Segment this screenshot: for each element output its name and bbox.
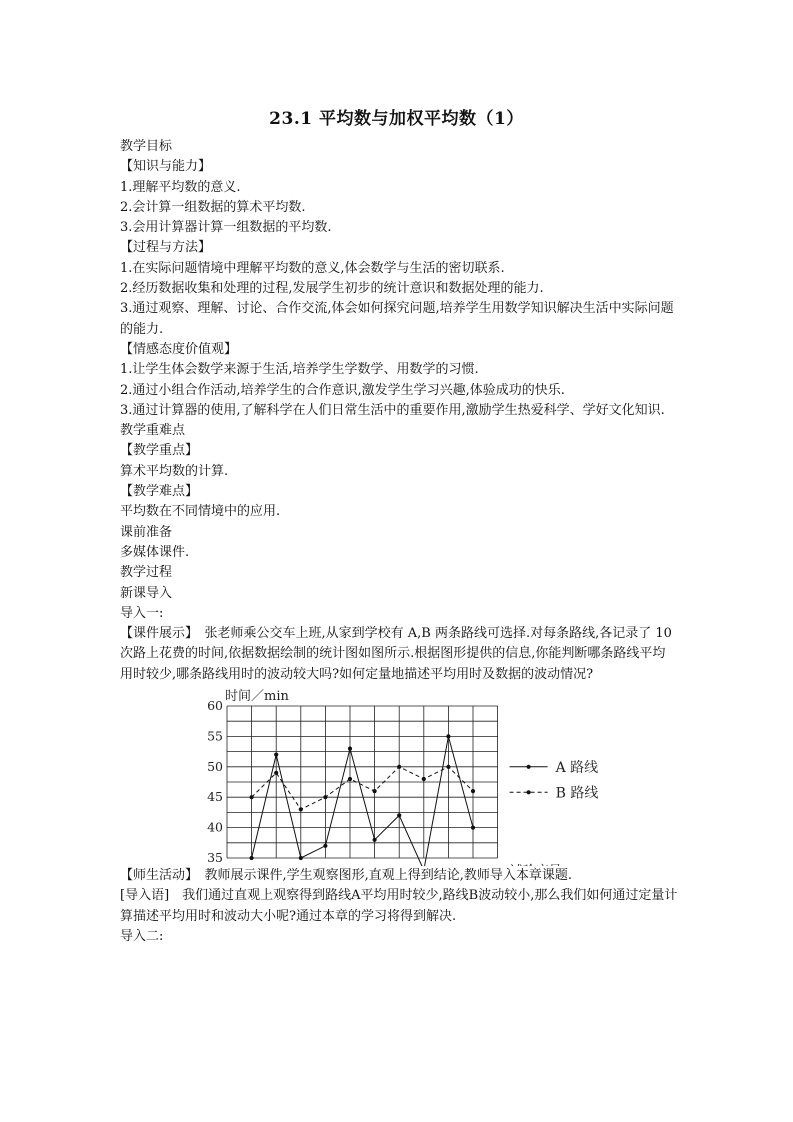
data-point-b xyxy=(274,771,278,775)
legend-label-b: B 路线 xyxy=(555,785,599,802)
data-point-a xyxy=(397,813,401,817)
data-point-b xyxy=(446,765,450,769)
subheading-process: 【过程与方法】 xyxy=(120,240,212,256)
text-line: 2.通过小组合作活动,培养学生的合作意识,激发学生学习兴趣,体验成功的快乐. xyxy=(120,382,565,398)
x-tick-label xyxy=(444,863,452,866)
y-tick-label: 55 xyxy=(207,728,223,744)
legend-marker-b xyxy=(527,790,531,794)
heading-new-lesson: 新课导入 xyxy=(120,585,173,601)
text-teacher-student-activity: 【师生活动】 教师展示课件,学生观察图形,直观上得到结论,教师导入本章课题. xyxy=(120,868,573,884)
series-line-a xyxy=(252,736,473,866)
heading-intro-two: 导入二: xyxy=(120,928,164,944)
heading-key-points: 教学重难点 xyxy=(120,423,186,439)
document-title: 23.1 平均数与加权平均数（1） xyxy=(269,109,524,129)
data-point-a xyxy=(323,844,327,848)
y-tick-label: 50 xyxy=(207,758,223,774)
data-point-b xyxy=(250,795,254,799)
data-point-a xyxy=(299,856,303,860)
chart-legend xyxy=(510,759,599,802)
heading-preparation: 课前准备 xyxy=(120,524,173,540)
text-paragraph: 3.通过观察、理解、讨论、合作交流,体会如何探究问题,培养学生用数学知识解决生活中实际问题的能力. xyxy=(120,301,674,337)
y-tick-label: 45 xyxy=(207,789,223,805)
data-point-b xyxy=(323,795,327,799)
text-paragraph: 3.通过计算器的使用,了解科学在人们日常生活中的重要作用,激励学生热爱科学、学好文化知识. xyxy=(120,402,665,418)
x-tick-label xyxy=(465,863,481,866)
legend-label-a: A 路线 xyxy=(555,759,599,776)
document-body xyxy=(120,137,678,947)
y-tick-label: 60 xyxy=(207,698,223,714)
text-line: 1.在实际问题情境中理解平均数的意义,体会数学与生活的密切联系. xyxy=(120,260,505,276)
data-point-a xyxy=(348,747,352,751)
x-tick-label xyxy=(223,863,231,866)
text-line: 2.经历数据收集和处理的过程,发展学生初步的统计意识和数据处理的能力. xyxy=(120,281,544,297)
text-line: 平均数在不同情境中的应用. xyxy=(120,504,281,520)
data-point-b xyxy=(299,807,303,811)
text-line: 1.理解平均数的意义. xyxy=(120,179,241,195)
data-point-a xyxy=(373,838,377,842)
subheading-attitude: 【情感态度价值观】 xyxy=(120,341,238,357)
x-tick-label xyxy=(321,863,329,866)
y-tick-label: 35 xyxy=(207,850,223,866)
data-point-b xyxy=(471,789,475,793)
text-line: 算术平均数的计算. xyxy=(120,463,229,479)
line-chart xyxy=(120,688,678,866)
subheading-difficulty: 【教学难点】 xyxy=(120,484,199,500)
series-line-b xyxy=(252,767,473,810)
y-tick-label: 40 xyxy=(207,819,223,835)
heading-teaching-goals: 教学目标 xyxy=(120,139,173,154)
text-line: 多媒体课件. xyxy=(120,544,190,560)
text-line: 2.会计算一组数据的算术平均数. xyxy=(120,199,306,215)
chart-axes xyxy=(207,688,562,866)
data-point-a xyxy=(446,734,450,738)
data-point-a xyxy=(471,826,475,830)
subheading-focus: 【教学重点】 xyxy=(120,443,199,459)
x-tick-label xyxy=(371,863,379,866)
x-axis-title xyxy=(510,863,562,866)
data-point-a xyxy=(250,856,254,860)
data-point-b xyxy=(348,777,352,781)
data-point-b xyxy=(397,765,401,769)
heading-process: 教学过程 xyxy=(120,565,173,581)
section-before-chart xyxy=(120,137,678,685)
text-line: 1.让学生体会数学来源于生活,培养学生学数学、用数学的习惯. xyxy=(120,362,479,378)
x-tick-label xyxy=(395,863,403,866)
section-after-chart xyxy=(120,866,678,947)
chart-series xyxy=(250,734,476,866)
chart-area xyxy=(120,688,678,866)
data-point-b xyxy=(422,777,426,781)
text-paragraph-intro-words: [导入语] 我们通过直观上观察得到路线A平均用时较少,路线B波动较小,那么我们如何通过定量计算描述平均用时和波动大小呢?通过本章的学习将得到解决. xyxy=(120,888,678,924)
subheading-knowledge: 【知识与能力】 xyxy=(120,159,212,175)
x-tick-label xyxy=(272,863,280,866)
x-tick-label xyxy=(297,863,305,866)
data-point-a xyxy=(274,753,278,757)
text-paragraph-courseware: 【课件展示】 张老师乘公交车上班,从家到学校有 A,B 两条路线可选择.对每条路线,各记录了 10 次路上花费的时间,依据数据绘制的统计图如图所示.根据图形提供的信息,你能判断哪条路线平均用时较少,哪条路线用时的波动较大吗?如何定量地描述平均用时及数据的波动情况? xyxy=(120,626,672,682)
text-line: 3.会用计算器计算一组数据的平均数. xyxy=(120,220,332,236)
x-tick-label xyxy=(248,863,256,866)
data-point-b xyxy=(373,789,377,793)
heading-intro-one: 导入一: xyxy=(120,605,164,621)
y-axis-title: 时间／min xyxy=(225,689,289,705)
x-tick-label xyxy=(346,863,354,866)
legend-marker-a xyxy=(527,765,531,769)
